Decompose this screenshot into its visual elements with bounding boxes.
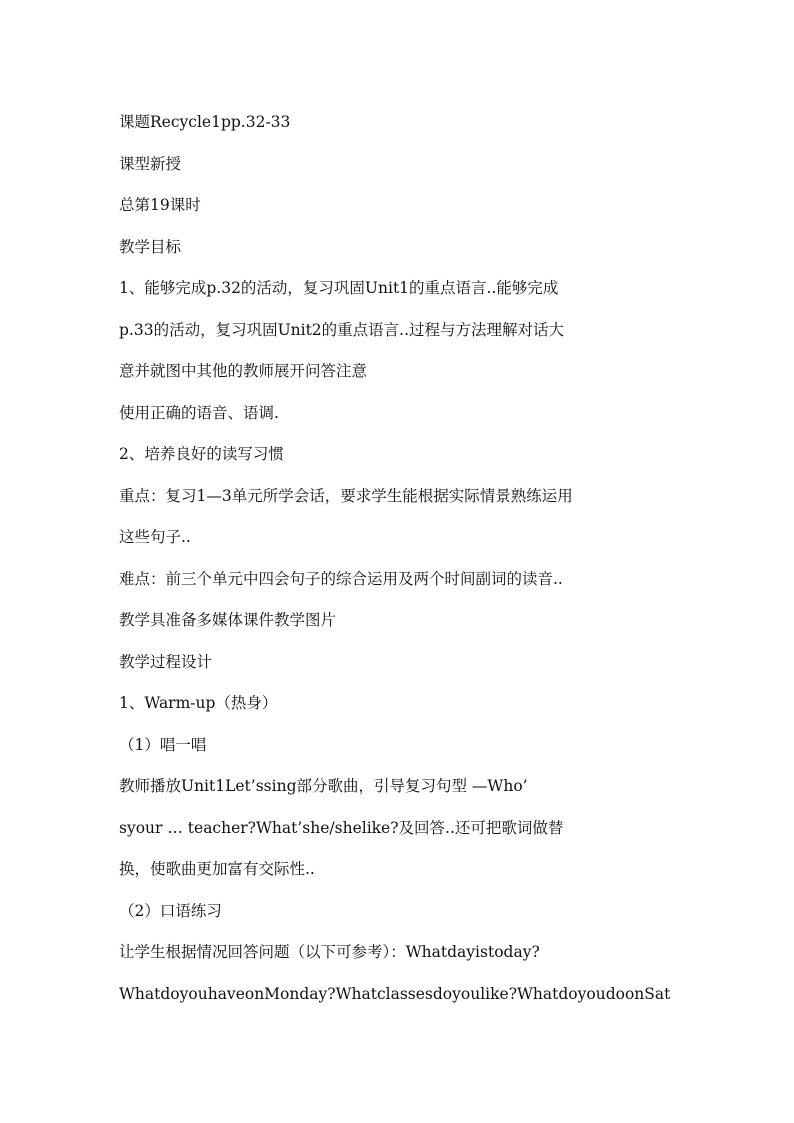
sing-subheading: （1）唱一唱 (119, 735, 207, 754)
goal-1-line-4: 使用正确的语音、语调. (119, 403, 279, 422)
process-heading: 教学过程设计 (119, 652, 213, 671)
materials-line: 教学具准备多媒体课件教学图片 (119, 611, 337, 629)
sing-paragraph-line-3: 换，使歌曲更加富有交际性.. (119, 860, 315, 878)
oral-practice-line-2: WhatdoyouhaveonMonday?Whatclassesdoyoulike?WhatdoyoudoonSat (119, 984, 671, 1003)
goal-1-line-3: 意并就图中其他的教师展开问答注意 (119, 362, 368, 380)
document-body (119, 102, 679, 1015)
oral-practice-subheading: （2）口语练习 (119, 901, 222, 920)
lesson-type-line: 课型新授 (119, 154, 182, 173)
key-point-line-2: 这些句子.. (119, 528, 191, 546)
teaching-goals-heading: 教学目标 (119, 237, 182, 256)
goal-1-line-1: 1、能够完成p.32的活动，复习巩固Unit1的重点语言..能够完成 (119, 279, 559, 297)
key-point-line-1: 重点：复习1—3单元所学会话，要求学生能根据实际情景熟练运用 (119, 486, 573, 505)
warm-up-heading: 1、Warm-up（热身） (119, 694, 278, 712)
difficult-point-line: 难点：前三个单元中四会句子的综合运用及两个时间副词的读音.. (119, 569, 563, 588)
lesson-title-line: 课题Recycle1pp.32-33 (119, 113, 291, 131)
sing-paragraph-line-1: 教师播放Unit1Let’ssing部分歌曲，引导复习句型 —Who’ (119, 777, 528, 795)
sing-paragraph-line-2: syour … teacher?What’she/shelike?及回答..还可把歌词做替 (119, 818, 564, 837)
goal-1-line-2: p.33的活动，复习巩固Unit2的重点语言..过程与方法理解对话大 (119, 320, 565, 339)
goal-2-line: 2、培养良好的读写习惯 (119, 445, 284, 463)
lesson-number-line: 总第19课时 (119, 196, 201, 214)
oral-practice-line-1: 让学生根据情况回答问题（以下可参考）：Whatdayistoday? (119, 943, 540, 961)
